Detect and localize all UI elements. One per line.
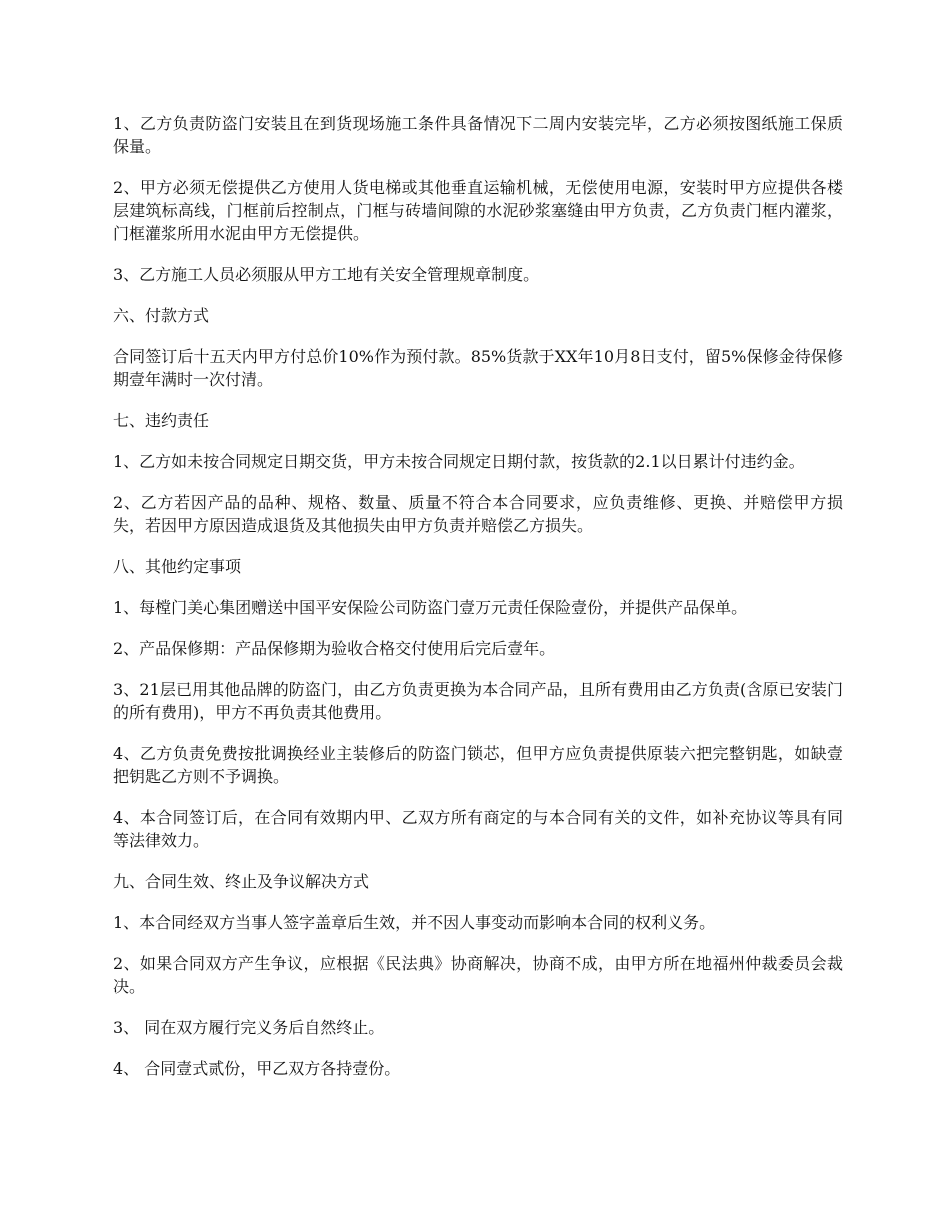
clause-door-replacement: 3、21层已用其他品牌的防盗门，由乙方负责更换为本合同产品，且所有费用由乙方负责(含原已安装门的所有费用)，甲方不再负责其他费用。 [113,680,843,722]
clause-lock-core-exchange: 4、乙方负责免费按批调换经业主装修后的防盗门锁芯，但甲方应负责提供原装六把完整钥匙，如缺壹把钥匙乙方则不予调换。 [113,744,843,786]
clause-dispute-resolution: 2、如果合同双方产生争议，应根据《民法典》协商解决，协商不成，由甲方所在地福州仲裁委员会裁决。 [113,954,843,996]
clause-effective-date: 1、本合同经双方当事人签字盖章后生效，并不因人事变动而影响本合同的权利义务。 [113,913,716,932]
clause-late-penalty: 1、乙方如未按合同规定日期交货，甲方未按合同规定日期付款，按货款的2.1以日累计付违约金。 [113,452,805,471]
clause-supplementary-docs: 4、本合同签订后，在合同有效期内甲、乙双方所有商定的与本合同有关的文件，如补充协议等具有同等法律效力。 [113,808,843,850]
section-heading-effectiveness: 九、合同生效、终止及争议解决方式 [113,872,370,891]
clause-insurance: 1、每樘门美心集团赠送中国平安保险公司防盗门壹万元责任保险壹份，并提供产品保单。 [113,598,748,617]
clause-warranty-period: 2、产品保修期：产品保修期为验收合格交付使用后完后壹年。 [113,639,556,658]
section-heading-other-terms: 八、其他约定事项 [113,557,242,576]
clause-copies: 4、 合同壹式贰份，甲乙双方各持壹份。 [113,1059,401,1078]
section-heading-payment: 六、付款方式 [113,306,210,325]
clause-quality-compensation: 2、乙方若因产品的品种、规格、数量、质量不符合本合同要求，应负责维修、更换、并赔偿甲方损失，若因甲方原因造成退货及其他损失由甲方负责并赔偿乙方损失。 [113,493,843,535]
document-body [113,112,843,1098]
clause-termination: 3、 同在双方履行完义务后自然终止。 [113,1018,385,1037]
clause-payment-terms: 合同签订后十五天内甲方付总价10%作为预付款。85%货款于XX年10月8日支付，留5%保修金待保修期壹年满时一次付清。 [113,347,843,389]
clause-party-a-provisions: 2、甲方必须无偿提供乙方使用人货电梯或其他垂直运输机械，无偿使用电源，安装时甲方应提供各楼层建筑标高线，门框前后控制点，门框与砖墙间隙的水泥砂浆塞缝由甲方负责，乙方负责门框内灌浆，门框灌浆所用水泥由甲方无偿提供。 [113,178,843,243]
clause-installation-period: 1、乙方负责防盗门安装且在到货现场施工条件具备情况下二周内安装完毕，乙方必须按图纸施工保质保量。 [113,114,843,156]
section-heading-liability: 七、违约责任 [113,411,210,430]
clause-safety-rules: 3、乙方施工人员必须服从甲方工地有关安全管理规章制度。 [113,265,540,284]
